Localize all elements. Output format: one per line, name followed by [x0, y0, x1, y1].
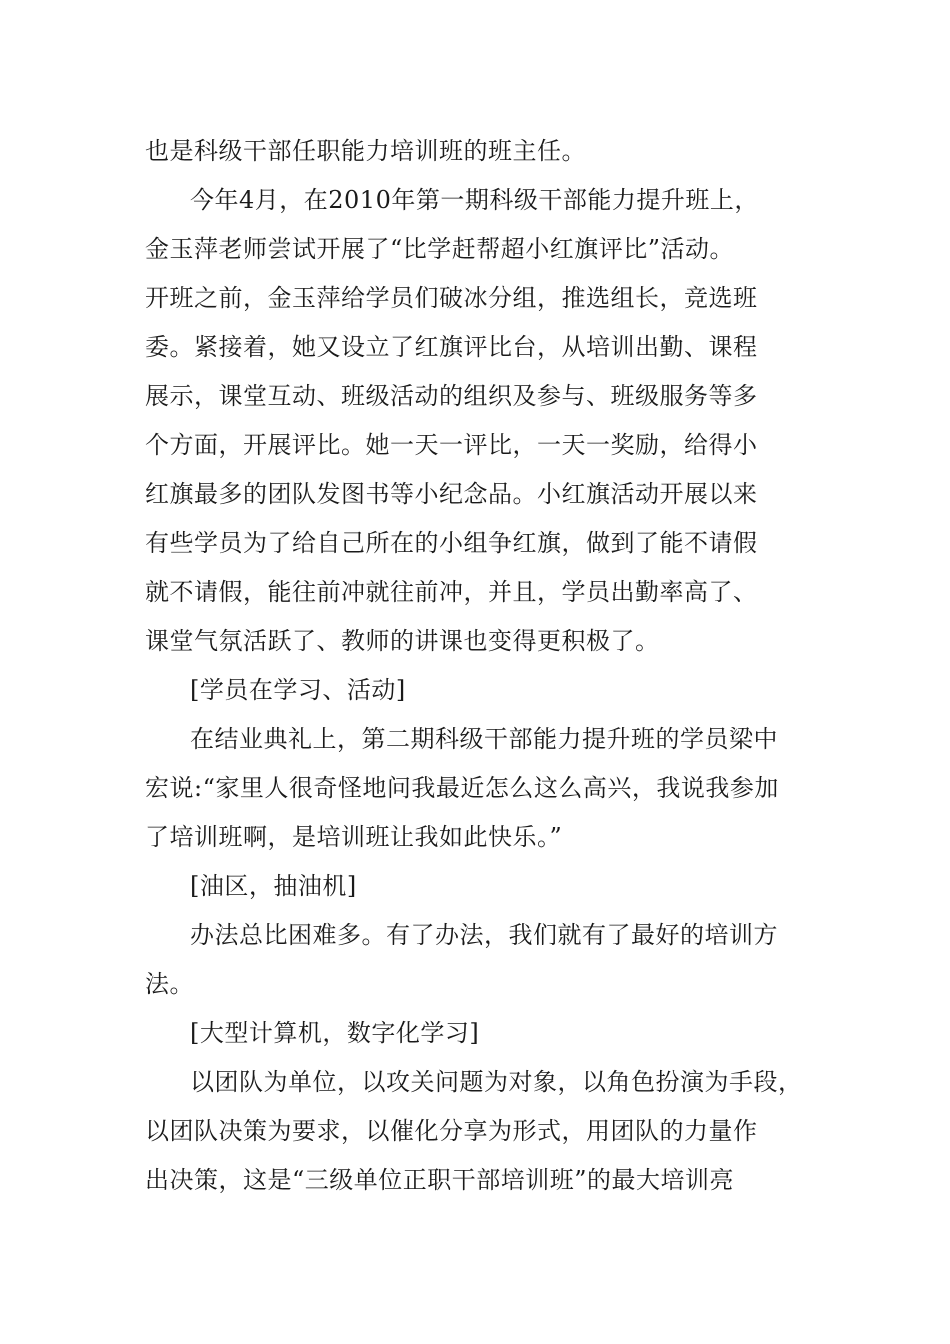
- text-line-18: 法。: [145, 970, 194, 998]
- text-line-13: 在结业典礼上，第二期科级干部能力提升班的学员梁中: [190, 725, 778, 753]
- text-line-20: 以团队为单位，以攻关问题为对象，以角色扮演为手段，: [190, 1068, 803, 1096]
- text-line-19: [大型计算机，数字化学习]: [190, 1019, 480, 1047]
- text-line-1: 也是科级干部任职能力培训班的班主任。: [145, 137, 586, 165]
- text-line-22: 出决策，这是“三级单位正职干部培训班”的最大培训亮: [145, 1166, 735, 1194]
- text-line-14: 宏说:“家里人很奇怪地问我最近怎么这么高兴，我说我参加: [145, 774, 779, 802]
- text-line-16: [油区，抽油机]: [190, 872, 357, 900]
- text-line-15: 了培训班啊，是培训班让我如此快乐。”: [145, 823, 563, 851]
- text-line-9: 有些学员为了给自己所在的小组争红旗，做到了能不请假: [145, 529, 758, 557]
- text-line-12: [学员在学习、活动]: [190, 676, 406, 704]
- text-line-17: 办法总比困难多。有了办法，我们就有了最好的培训方: [190, 921, 778, 949]
- text-line-5: 委。紧接着，她又设立了红旗评比台，从培训出勤、课程: [145, 333, 758, 361]
- text-line-11: 课堂气氛活跃了、教师的讲课也变得更积极了。: [145, 627, 660, 655]
- text-line-3: 金玉萍老师尝试开展了“比学赶帮超小红旗评比”活动。: [145, 235, 735, 263]
- text-line-7: 个方面，开展评比。她一天一评比，一天一奖励，给得小: [145, 431, 758, 459]
- text-line-2: 今年4月，在2010年第一期科级干部能力提升班上，: [190, 186, 759, 214]
- text-line-8: 红旗最多的团队发图书等小纪念品。小红旗活动开展以来: [145, 480, 758, 508]
- text-line-10: 就不请假，能往前冲就往前冲，并且，学员出勤率高了、: [145, 578, 758, 606]
- text-line-4: 开班之前，金玉萍给学员们破冰分组，推选组长，竞选班: [145, 284, 758, 312]
- text-line-21: 以团队决策为要求，以催化分享为形式，用团队的力量作: [145, 1117, 758, 1145]
- text-line-6: 展示，课堂互动、班级活动的组织及参与、班级服务等多: [145, 382, 758, 410]
